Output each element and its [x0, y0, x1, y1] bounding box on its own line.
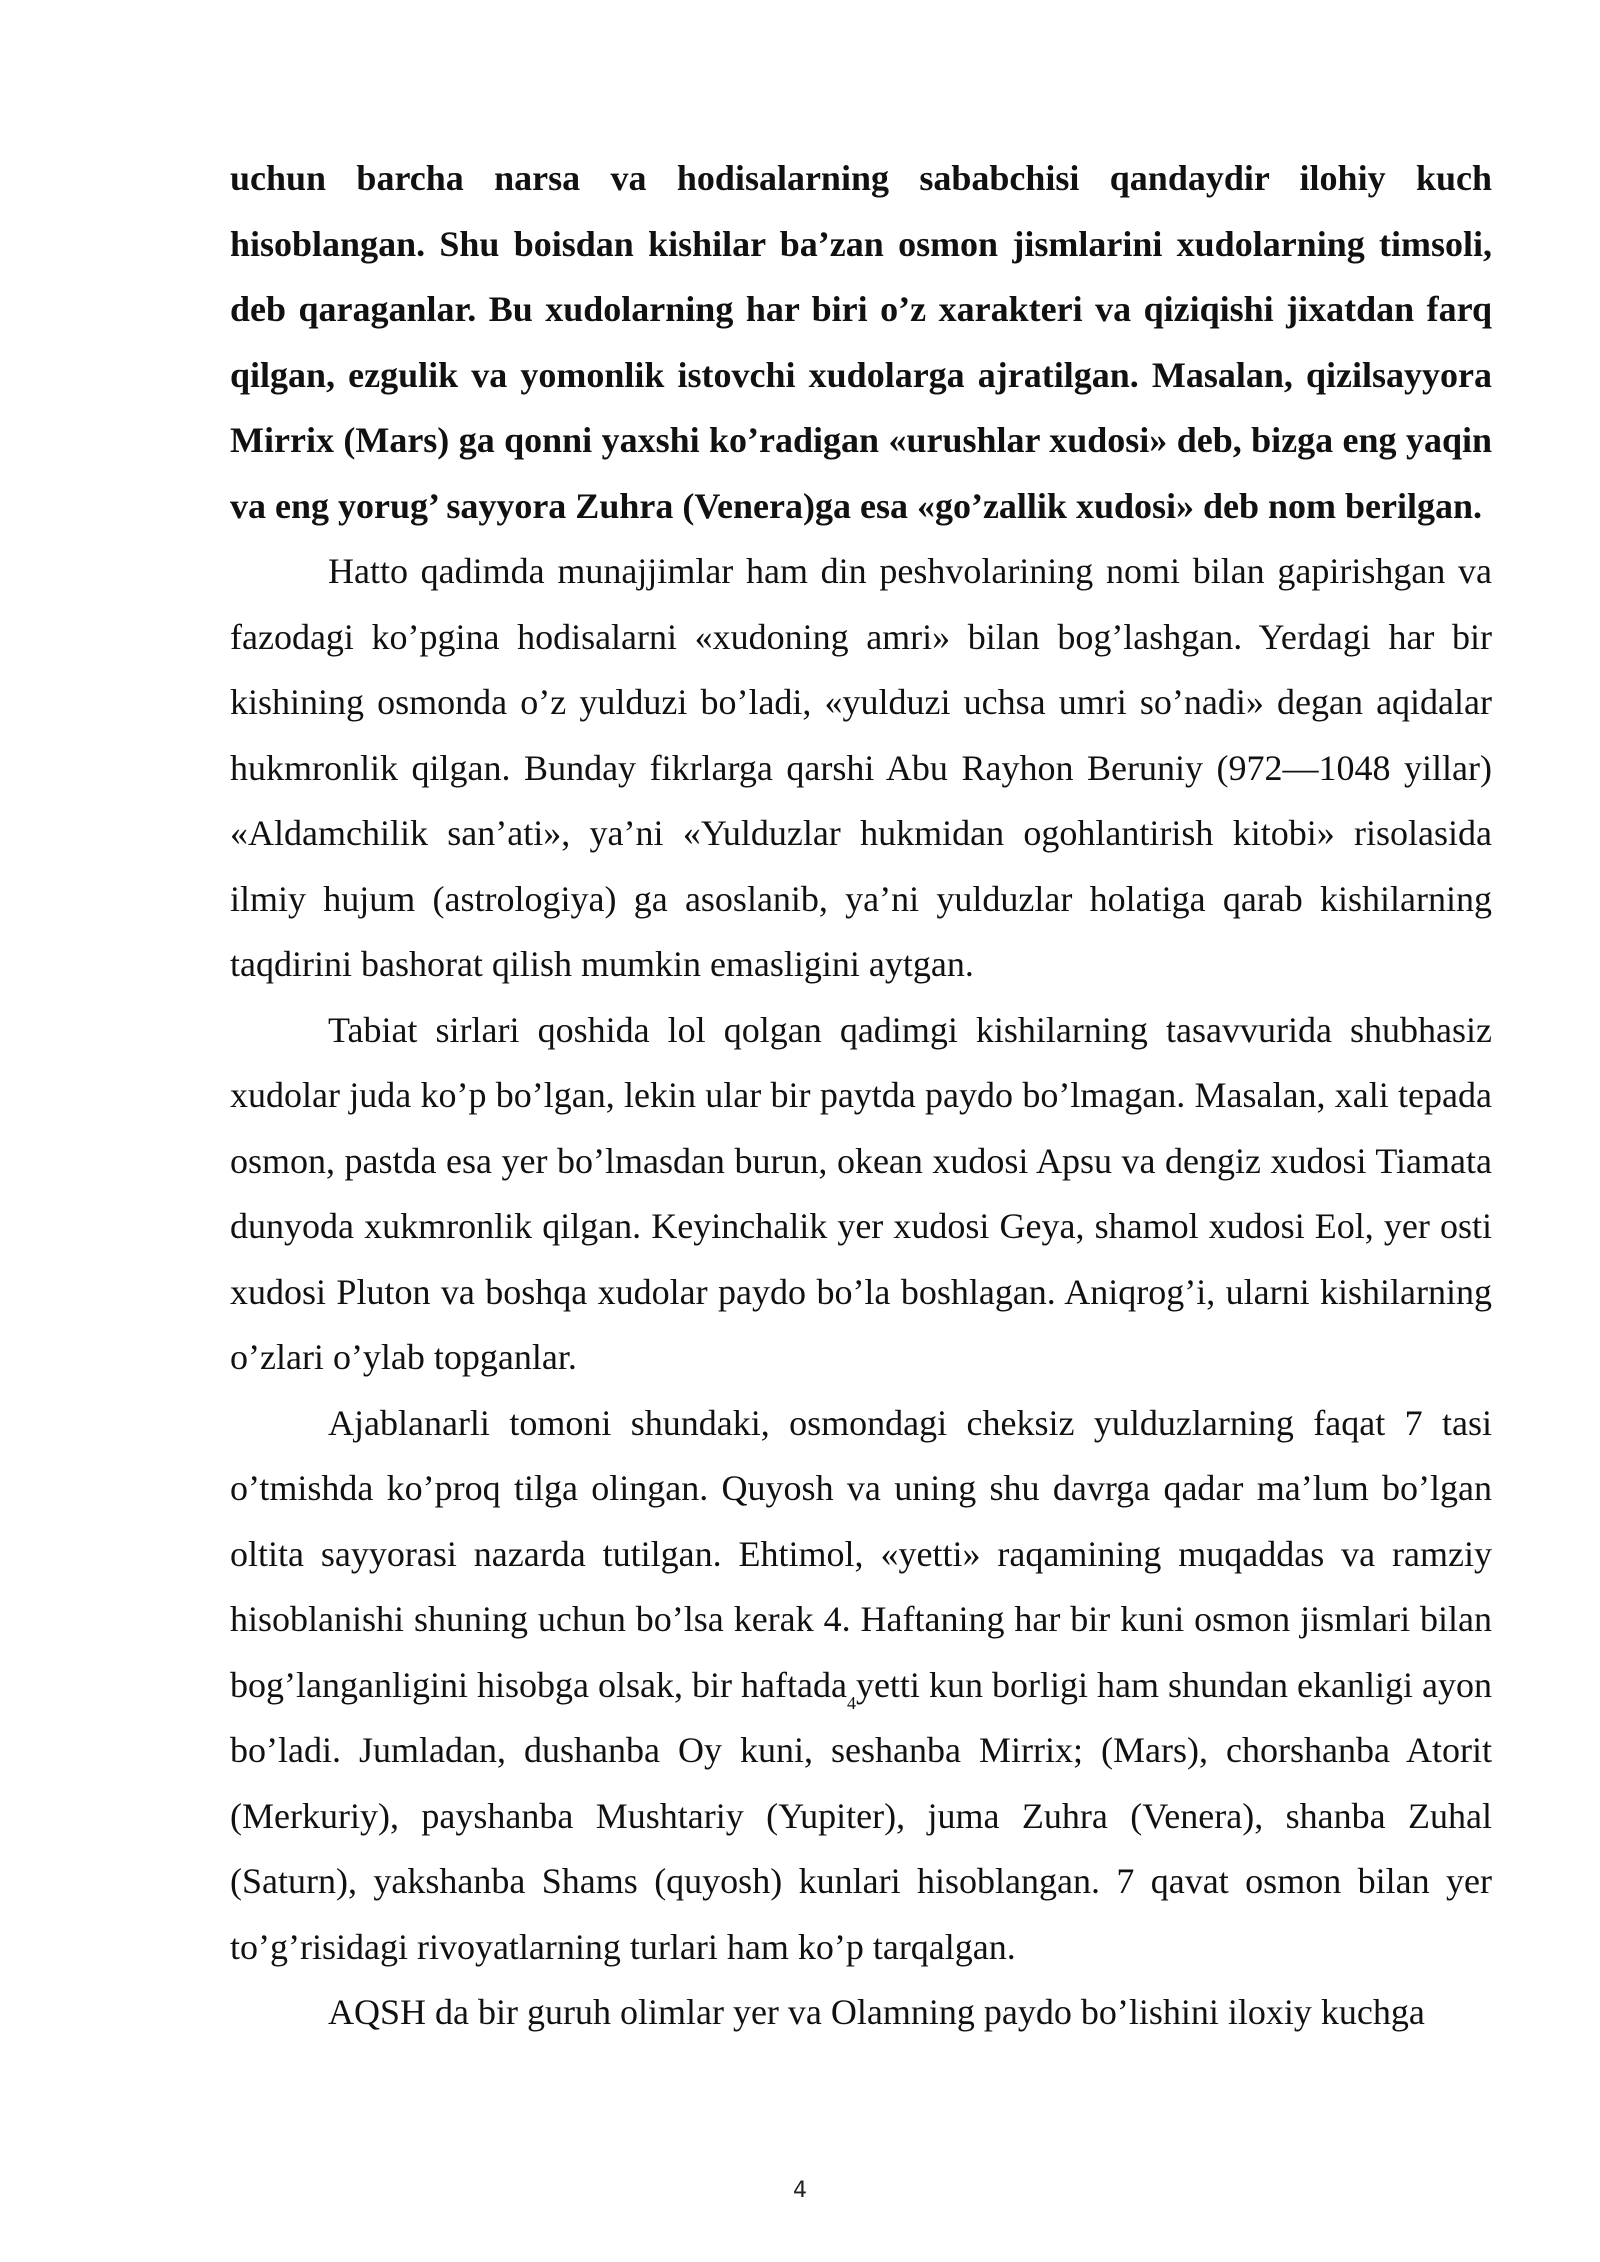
- paragraph-seven-days-text-a: Ajablanarli tomoni shundaki, osmondagi cheksiz yulduzlarning faqat 7 tasi o’tmishda ko’proq tilga olingan. Quyosh va uning shu davrga qadar ma’lum bo’lgan oltita sayyorasi nazarda tutilgan. Ehtimol, «yetti» raqamining muqaddas va ramziy hisoblanishi shuning uchun bo’lsa kerak 4. Haftaning har bir kuni osmon jismlari bilan bog’langanligini hisobga olsak, bir haftada: [230, 1402, 1492, 1705]
- footnote-marker: 4: [846, 1692, 856, 1713]
- paragraph-seven-days-text-b: yetti kun borligi ham shundan ekanligi ayon bo’ladi. Jumladan, dushanba Oy kuni, seshanba Mirrix; (Mars), chorshanba Atorit (Merkuriy), payshanba Mushtariy (Yupiter), juma Zuhra (Venera), shanba Zuhal (Saturn), yakshanba Shams (quyosh) kunlari hisoblangan. 7 qavat osmon bilan yer to’g’risidagi rivoyatlarning turlari ham ko’p tarqalgan.: [230, 1664, 1492, 1967]
- paragraph-usa-scientists: AQSH da bir guruh olimlar yer va Olamning paydo bo’lishini iloxiy kuchga: [328, 1992, 1425, 2032]
- body-text: [230, 146, 1492, 2046]
- paragraph-ancient-gods: Tabiat sirlari qoshida lol qolgan qadimgi kishilarning tasavvurida shubhasiz xudolar juda ko’p bo’lgan, lekin ular bir paytda paydo bo’lmagan. Masalan, xali tepada osmon, pastda esa yer bo’lmasdan burun, okean xudosi Apsu va dengiz xudosi Tiamata dunyoda xukmronlik qilgan. Keyinchalik yer xudosi Geya, shamol xudosi Eol, yer osti xudosi Pluton va boshqa xudolar paydo bo’la boshlagan. Aniqrog’i, ularni kishilarning o’zlari o’ylab topganlar.: [230, 1009, 1492, 1377]
- page-number: 4: [793, 2178, 807, 2203]
- paragraph-bold-intro: uchun barcha narsa va hodisalarning sababchisi qandaydir ilohiy kuch hisoblangan. Shu boisdan kishilar ba’zan osmon jismlarini xudolarning timsoli, deb qaraganlar. Bu xudolarning har biri o’z xarakteri va qiziqishi jixatdan farq qilgan, ezgulik va yomonlik istovchi xudolarga ajratilgan. Masalan, qizilsayyora Mirrix (Mars) ga qonni yaxshi ko’radigan «urushlar xudosi» deb, bizga eng yaqin va eng yorug’ sayyora Zuhra (Venera)ga esa «go’zallik xudosi» deb nom berilgan.: [230, 158, 1492, 526]
- paragraph-astrologers: Hatto qadimda munajjimlar ham din peshvolarining nomi bilan gapirishgan va fazodagi ko’pgina hodisalarni «xudoning amri» bilan bog’lashgan. Yerdagi har bir kishining osmonda o’z yulduzi bo’ladi, «yulduzi uchsa umri so’nadi» degan aqidalar hukmronlik qilgan. Bunday fikrlarga qarshi Abu Rayhon Beruniy (972—1048 yillar) «Aldamchilik san’ati», ya’ni «Yulduzlar hukmidan ogohlantirish kitobi» risolasida ilmiy hujum (astrologiya) ga asoslanib, ya’ni yulduzlar holatiga qarab kishilarning taqdirini bashorat qilish mumkin emasligini aytgan.: [230, 551, 1492, 984]
- paragraph-seven-days: [230, 1391, 1492, 1981]
